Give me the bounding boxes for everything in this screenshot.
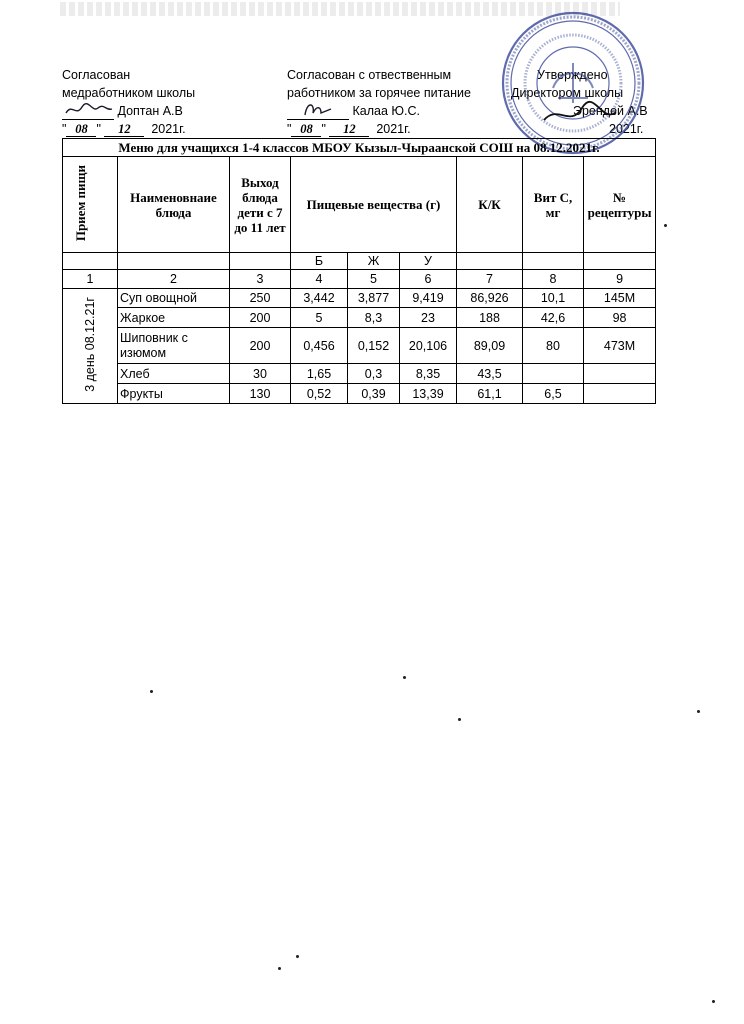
date-year: 2021г. bbox=[376, 122, 411, 136]
approval-medic-signature-line bbox=[62, 102, 195, 120]
cell-vitc: 42,6 bbox=[523, 308, 584, 328]
menu-title: Меню для учащихся 1-4 классов МБОУ Кызыл-Чыраанской СОШ на 08.12.2021г. bbox=[63, 139, 656, 157]
menu-table bbox=[62, 138, 656, 404]
approval-catering-date: " 08 " 12 2021г. bbox=[287, 122, 411, 136]
dish-name: Суп овощной bbox=[118, 289, 230, 308]
date-year: 2021г. bbox=[151, 122, 186, 136]
colnum: 5 bbox=[348, 270, 400, 289]
signature-catering bbox=[287, 105, 349, 120]
cell-kk: 188 bbox=[457, 308, 523, 328]
subheader-b: Б bbox=[291, 253, 348, 270]
cell-u: 23 bbox=[400, 308, 457, 328]
colnum: 9 bbox=[584, 270, 656, 289]
cell-vitc bbox=[523, 364, 584, 384]
cell-b: 5 bbox=[291, 308, 348, 328]
header-kcal: К/К bbox=[457, 157, 523, 253]
colnum: 7 bbox=[457, 270, 523, 289]
date-month: 12 bbox=[329, 122, 369, 137]
cell-b: 0,456 bbox=[291, 328, 348, 364]
header-dish: Наименовнаие блюда bbox=[118, 157, 230, 253]
table-row bbox=[63, 328, 656, 364]
cell-b: 3,442 bbox=[291, 289, 348, 308]
cell-vitc: 10,1 bbox=[523, 289, 584, 308]
signature-medic bbox=[62, 105, 114, 120]
cell-b: 1,65 bbox=[291, 364, 348, 384]
colnum: 1 bbox=[63, 270, 118, 289]
school-stamp bbox=[498, 8, 648, 158]
day-label-cell bbox=[63, 289, 118, 404]
scan-speck bbox=[712, 1000, 715, 1003]
date-month: 12 bbox=[104, 122, 144, 137]
table-colnum-row bbox=[63, 270, 656, 289]
cell-b: 0,52 bbox=[291, 384, 348, 404]
approval-catering-name: Калаа Ю.С. bbox=[352, 104, 420, 118]
cell-output: 250 bbox=[230, 289, 291, 308]
header-meal: Прием пищи bbox=[63, 157, 118, 253]
cell-kk: 86,926 bbox=[457, 289, 523, 308]
cell-recipe: 473М bbox=[584, 328, 656, 364]
scan-speck bbox=[458, 718, 461, 721]
colnum: 8 bbox=[523, 270, 584, 289]
scan-speck bbox=[296, 955, 299, 958]
approval-catering-signature-line bbox=[287, 102, 471, 120]
cell-output: 30 bbox=[230, 364, 291, 384]
table-row bbox=[63, 364, 656, 384]
table-title-row bbox=[63, 139, 656, 157]
colnum: 2 bbox=[118, 270, 230, 289]
date-day: 08 bbox=[66, 122, 96, 137]
approval-medic-name: Доптан А.В bbox=[117, 104, 183, 118]
cell-recipe bbox=[584, 384, 656, 404]
table-row bbox=[63, 289, 656, 308]
cell-zh: 0,152 bbox=[348, 328, 400, 364]
cell-u: 20,106 bbox=[400, 328, 457, 364]
approval-medic-date: " 08 " 12 2021г. bbox=[62, 122, 186, 136]
day-label: 3 день 08.12.21г bbox=[83, 297, 97, 392]
scan-speck bbox=[664, 224, 667, 227]
cell-u: 8,35 bbox=[400, 364, 457, 384]
cell-zh: 3,877 bbox=[348, 289, 400, 308]
approval-director-line1: Утверждено bbox=[537, 68, 608, 82]
cell-recipe: 98 bbox=[584, 308, 656, 328]
dish-name: Хлеб bbox=[118, 364, 230, 384]
scan-speck bbox=[150, 690, 153, 693]
dish-name: Шиповник с изюмом bbox=[118, 328, 230, 364]
approval-medic bbox=[62, 66, 195, 138]
header-vitc: Вит С, мг bbox=[523, 157, 584, 253]
cell-vitc: 6,5 bbox=[523, 384, 584, 404]
table-row bbox=[63, 384, 656, 404]
approval-director-year: 2021г. bbox=[609, 122, 644, 136]
cell-output: 200 bbox=[230, 328, 291, 364]
cell-output: 130 bbox=[230, 384, 291, 404]
table-row bbox=[63, 308, 656, 328]
approval-director-line2: Директором школы bbox=[511, 86, 624, 100]
scan-speck bbox=[403, 676, 406, 679]
cell-u: 9,419 bbox=[400, 289, 457, 308]
colnum: 3 bbox=[230, 270, 291, 289]
dish-name: Фрукты bbox=[118, 384, 230, 404]
cell-kk: 61,1 bbox=[457, 384, 523, 404]
approval-catering-line1: Согласован с отвественным bbox=[287, 68, 452, 82]
header-output: Выход блюда дети с 7 до 11 лет bbox=[230, 157, 291, 253]
cell-kk: 43,5 bbox=[457, 364, 523, 384]
date-day: 08 bbox=[291, 122, 321, 137]
cell-vitc: 80 bbox=[523, 328, 584, 364]
subheader-u: У bbox=[400, 253, 457, 270]
cell-zh: 0,39 bbox=[348, 384, 400, 404]
scan-speck bbox=[278, 967, 281, 970]
cell-zh: 0,3 bbox=[348, 364, 400, 384]
approval-catering bbox=[287, 66, 471, 138]
cell-zh: 8,3 bbox=[348, 308, 400, 328]
cell-kk: 89,09 bbox=[457, 328, 523, 364]
header-nutrients: Пищевые вещества (г) bbox=[291, 157, 457, 253]
scan-speck bbox=[697, 710, 700, 713]
table-header-row bbox=[63, 157, 656, 253]
cell-recipe: 145М bbox=[584, 289, 656, 308]
approval-catering-line2: работником за горячее питание bbox=[287, 86, 471, 100]
approval-medic-line2: медработником школы bbox=[62, 86, 196, 100]
approval-director-name: Эрендей А.В bbox=[573, 104, 648, 118]
cell-recipe bbox=[584, 364, 656, 384]
dish-name: Жаркое bbox=[118, 308, 230, 328]
subheader-zh: Ж bbox=[348, 253, 400, 270]
table-subheader-row bbox=[63, 253, 656, 270]
cell-output: 200 bbox=[230, 308, 291, 328]
colnum: 4 bbox=[291, 270, 348, 289]
colnum: 6 bbox=[400, 270, 457, 289]
approval-medic-line1: Согласован bbox=[62, 68, 131, 82]
header-recipe: № рецептуры bbox=[584, 157, 656, 253]
cell-u: 13,39 bbox=[400, 384, 457, 404]
